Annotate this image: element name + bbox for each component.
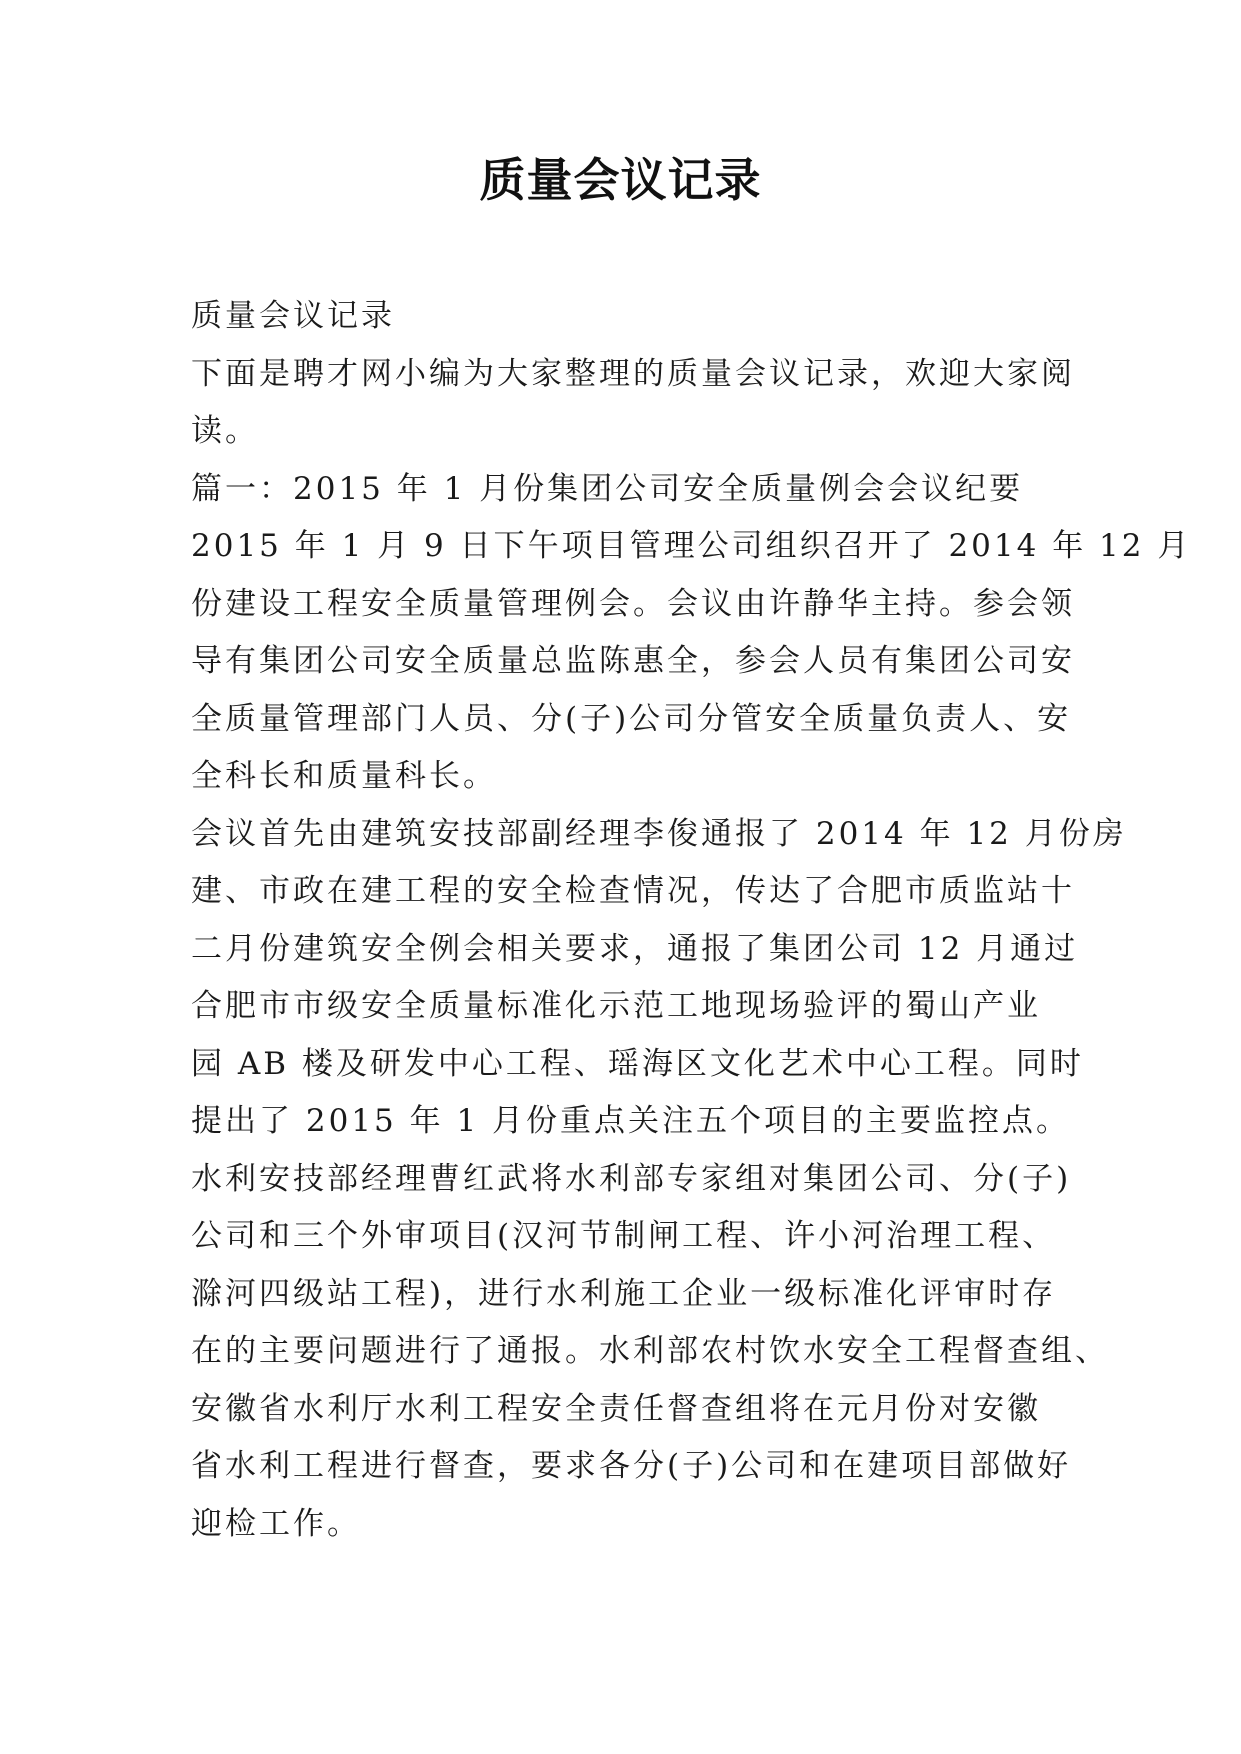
text-line: 建、市政在建工程的安全检查情况，传达了合肥市质监站十: [191, 873, 1075, 909]
text-line: 园 AB 楼及研发中心工程、瑶海区文化艺术中心工程。同时: [191, 1045, 1084, 1082]
text-line: 水利安技部经理曹红武将水利部专家组对集团公司、分(子): [191, 1160, 1072, 1197]
text-line: 读。: [191, 413, 259, 449]
paragraph-section-heading: [191, 461, 1071, 519]
document-title: 质量会议记录: [479, 153, 762, 207]
text-line: 公司和三个外审项目(汉河节制闸工程、许小河治理工程、: [191, 1218, 1057, 1254]
text-line: 全科长和质量科长。: [191, 758, 497, 794]
paragraph-meeting-summary: [191, 518, 1192, 806]
text-line: 滁河四级站工程)，进行水利施工企业一级标准化评审时存: [191, 1275, 1057, 1312]
text-line: 提出了 2015 年 1 月份重点关注五个项目的主要监控点。: [191, 1103, 1071, 1139]
text-line: 省水利工程进行督查，要求各分(子)公司和在建项目部做好: [191, 1448, 1072, 1484]
text-line: 份建设工程安全质量管理例会。会议由许静华主持。参会领: [191, 585, 1075, 622]
text-line: 迎检工作。: [191, 1505, 361, 1542]
text-line: 下面是聘才网小编为大家整理的质量会议记录，欢迎大家阅: [191, 355, 1075, 392]
paragraph-intro: [191, 346, 1075, 461]
paragraph-subtitle: [191, 288, 1071, 346]
text-line: 质量会议记录: [191, 298, 395, 334]
text-line: 二月份建筑安全例会相关要求，通报了集团公司 12 月通过: [191, 930, 1079, 967]
paragraph-water-report: [191, 1151, 1109, 1554]
paragraph-building-report: [191, 806, 1127, 1151]
text-line: 会议首先由建筑安技部副经理李俊通报了 2014 年 12 月份房: [191, 815, 1127, 852]
text-line: 合肥市市级安全质量标准化示范工地现场验评的蜀山产业: [191, 988, 1041, 1024]
text-line: 在的主要问题进行了通报。水利部农村饮水安全工程督查组、: [191, 1333, 1109, 1369]
text-line: 全质量管理部门人员、分(子)公司分管安全质量负责人、安: [191, 700, 1072, 737]
text-line: 2015 年 1 月 9 日下午项目管理公司组织召开了 2014 年 12 月: [191, 528, 1192, 564]
text-line: 安徽省水利厅水利工程安全责任督查组将在元月份对安徽: [191, 1390, 1041, 1427]
text-line: 篇一：2015 年 1 月份集团公司安全质量例会会议纪要: [191, 470, 1024, 507]
text-line: 导有集团公司安全质量总监陈惠全，参会人员有集团公司安: [191, 643, 1075, 679]
document-body: [191, 288, 1192, 1553]
